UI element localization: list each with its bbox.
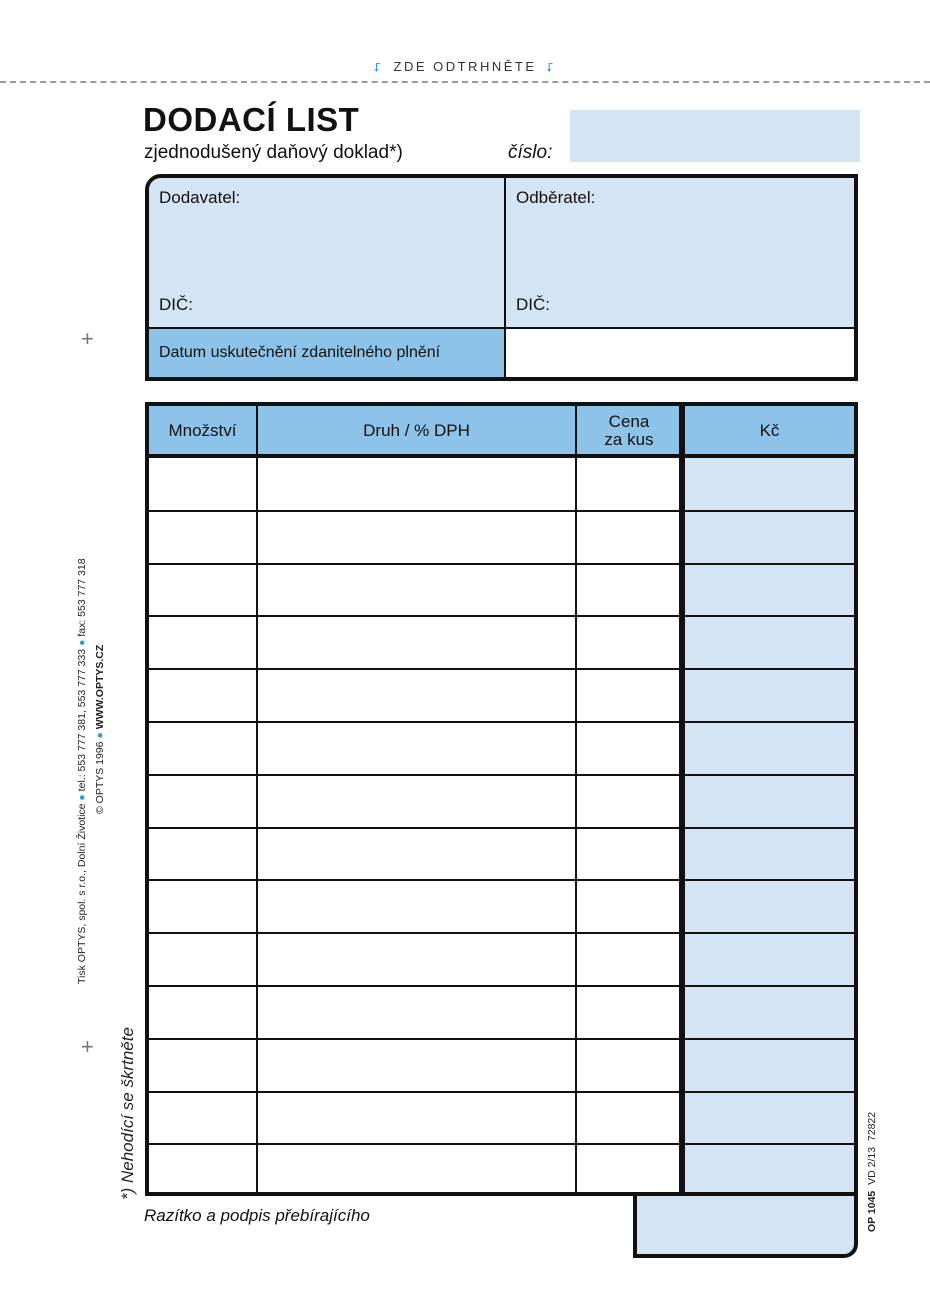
table-row[interactable] [149,1039,854,1092]
row-divider [149,1091,854,1093]
signature-label: Razítko a podpis přebírajícího [144,1206,370,1225]
bullet-icon: ● [76,639,88,646]
website-link[interactable]: WWW.OPTYS.CZ [94,644,106,730]
dashed-cut-line [0,81,930,83]
form-code: OP 1045 VD 2/13 72822 [866,1111,878,1232]
row-divider [149,932,854,934]
tear-off-label: ZDE ODTRHNĚTE [393,59,537,74]
row-divider [149,721,854,723]
row-divider [149,563,854,565]
date-label: Datum uskutečnění zdanitelného plnění [159,344,441,361]
page-subtitle: zjednodušený daňový doklad*) [144,142,403,163]
parties-box [145,174,858,381]
strike-note: *) Nehodící se škrtněte [118,1027,137,1200]
table-row[interactable] [149,828,854,881]
table-row[interactable] [149,722,854,775]
table-row[interactable] [149,1092,854,1145]
arrow-down-icon: ⮦ [373,60,384,74]
supplier-dic-label: DIČ: [159,295,193,314]
supplier-label: Dodavatel: [159,188,241,207]
date-field[interactable] [504,327,854,381]
date-label-cell [149,327,504,381]
table-row[interactable] [149,775,854,828]
customer-dic-label: DIČ: [516,295,550,314]
signature-field[interactable] [633,1196,858,1258]
supplier-field[interactable] [149,178,504,327]
table-row[interactable] [149,458,854,511]
page-title: DODACÍ LIST [143,101,360,138]
table-row[interactable] [149,1144,854,1196]
table-row[interactable] [149,669,854,722]
printer-info-line2: © OPTYS 1996 ● WWW.OPTYS.CZ [94,644,106,814]
bullet-icon: ● [94,732,106,739]
printer-info-line1: Tisk OPTYS, spol. s r.o., Dolní Životice ● tel.: 553 777 381, 553 777 333 ● fax: 553 777 318 [76,558,88,984]
table-row[interactable] [149,564,854,617]
row-divider [149,827,854,829]
column-header-unit-price: Cena za kus [577,406,681,456]
customer-label: Odběratel: [516,188,596,207]
arrow-down-icon: ⮦ [546,60,557,74]
bullet-icon: ● [76,794,88,801]
row-divider [149,1143,854,1145]
table-row[interactable] [149,511,854,564]
row-divider [149,615,854,617]
number-label: číslo: [508,142,553,163]
registration-mark-icon: + [81,1034,94,1059]
column-header-item: Druh / % DPH [258,406,575,456]
table-row[interactable] [149,616,854,669]
row-divider [149,774,854,776]
row-divider [149,879,854,881]
number-field[interactable] [570,110,860,162]
customer-field[interactable] [504,178,854,327]
table-row[interactable] [149,933,854,986]
items-table [145,402,858,1196]
row-divider [149,1038,854,1040]
column-header-quantity: Množství [149,406,256,456]
row-divider [149,668,854,670]
column-header-amount: Kč [685,406,854,456]
row-divider [149,985,854,987]
registration-mark-icon: + [81,326,94,351]
row-divider [149,510,854,512]
table-row[interactable] [149,880,854,933]
tear-off-line [0,59,930,77]
table-row[interactable] [149,986,854,1039]
